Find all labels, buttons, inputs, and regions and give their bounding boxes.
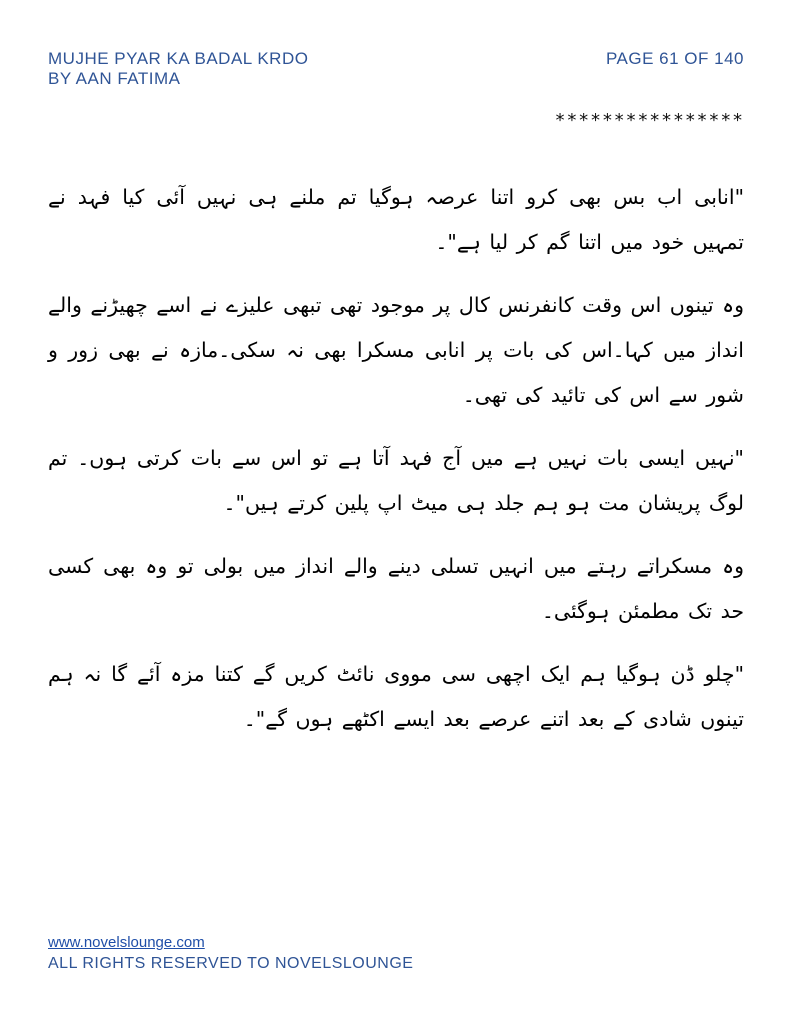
section-divider: **************** — [554, 110, 744, 131]
website-link[interactable]: www.novelslounge.com — [48, 934, 205, 951]
novel-title: MUJHE PYAR KA BADAL KRDO — [48, 49, 309, 68]
page-number: PAGE 61 OF 140 — [605, 49, 744, 68]
paragraph-3: "نہیں ایسی بات نہیں ہے میں آج فہد آتا ہے تو اس سے بات کرتی ہوں۔ تم لوگ پریشان مت ہو ہم جلد ہی میٹ اپ پلین کرتے ہیں"۔ — [48, 446, 744, 515]
paragraph-5: "چلو ڈن ہوگیا ہم ایک اچھی سی مووی نائٹ کریں گے کتنا مزہ آئے گا نہ ہم تینوں شادی کے بعد اتنے عرصے بعد ایسے اکٹھے ہوں گے"۔ — [48, 662, 744, 731]
paragraph-1: "انابی اب بس بھی کرو اتنا عرصہ ہوگیا تم ملنے ہی نہیں آئی کیا فہد نے تمہیں خود میں اتنا گم کر لیا ہے"۔ — [48, 185, 744, 254]
paragraph-4: وہ مسکراتے رہتے میں انہیں تسلی دینے والے انداز میں بولی تو وہ بھی کسی حد تک مطمئن ہوگئی۔ — [48, 554, 744, 623]
author-line: BY AAN FATIMA — [48, 69, 181, 88]
story-body — [48, 175, 744, 760]
paragraph-2: وہ تینوں اس وقت کانفرنس کال پر موجود تھی تبھی علیزے نے اسے چھیڑنے والے انداز میں کہا۔اس کی بات پر انابی مسکرا بھی نہ سکی۔مازہ نے بھی زور و شور سے اس کی تائید کی تھی۔ — [48, 293, 744, 407]
rights-notice: ALL RIGHTS RESERVED TO NOVELSLOUNGE — [48, 955, 414, 972]
